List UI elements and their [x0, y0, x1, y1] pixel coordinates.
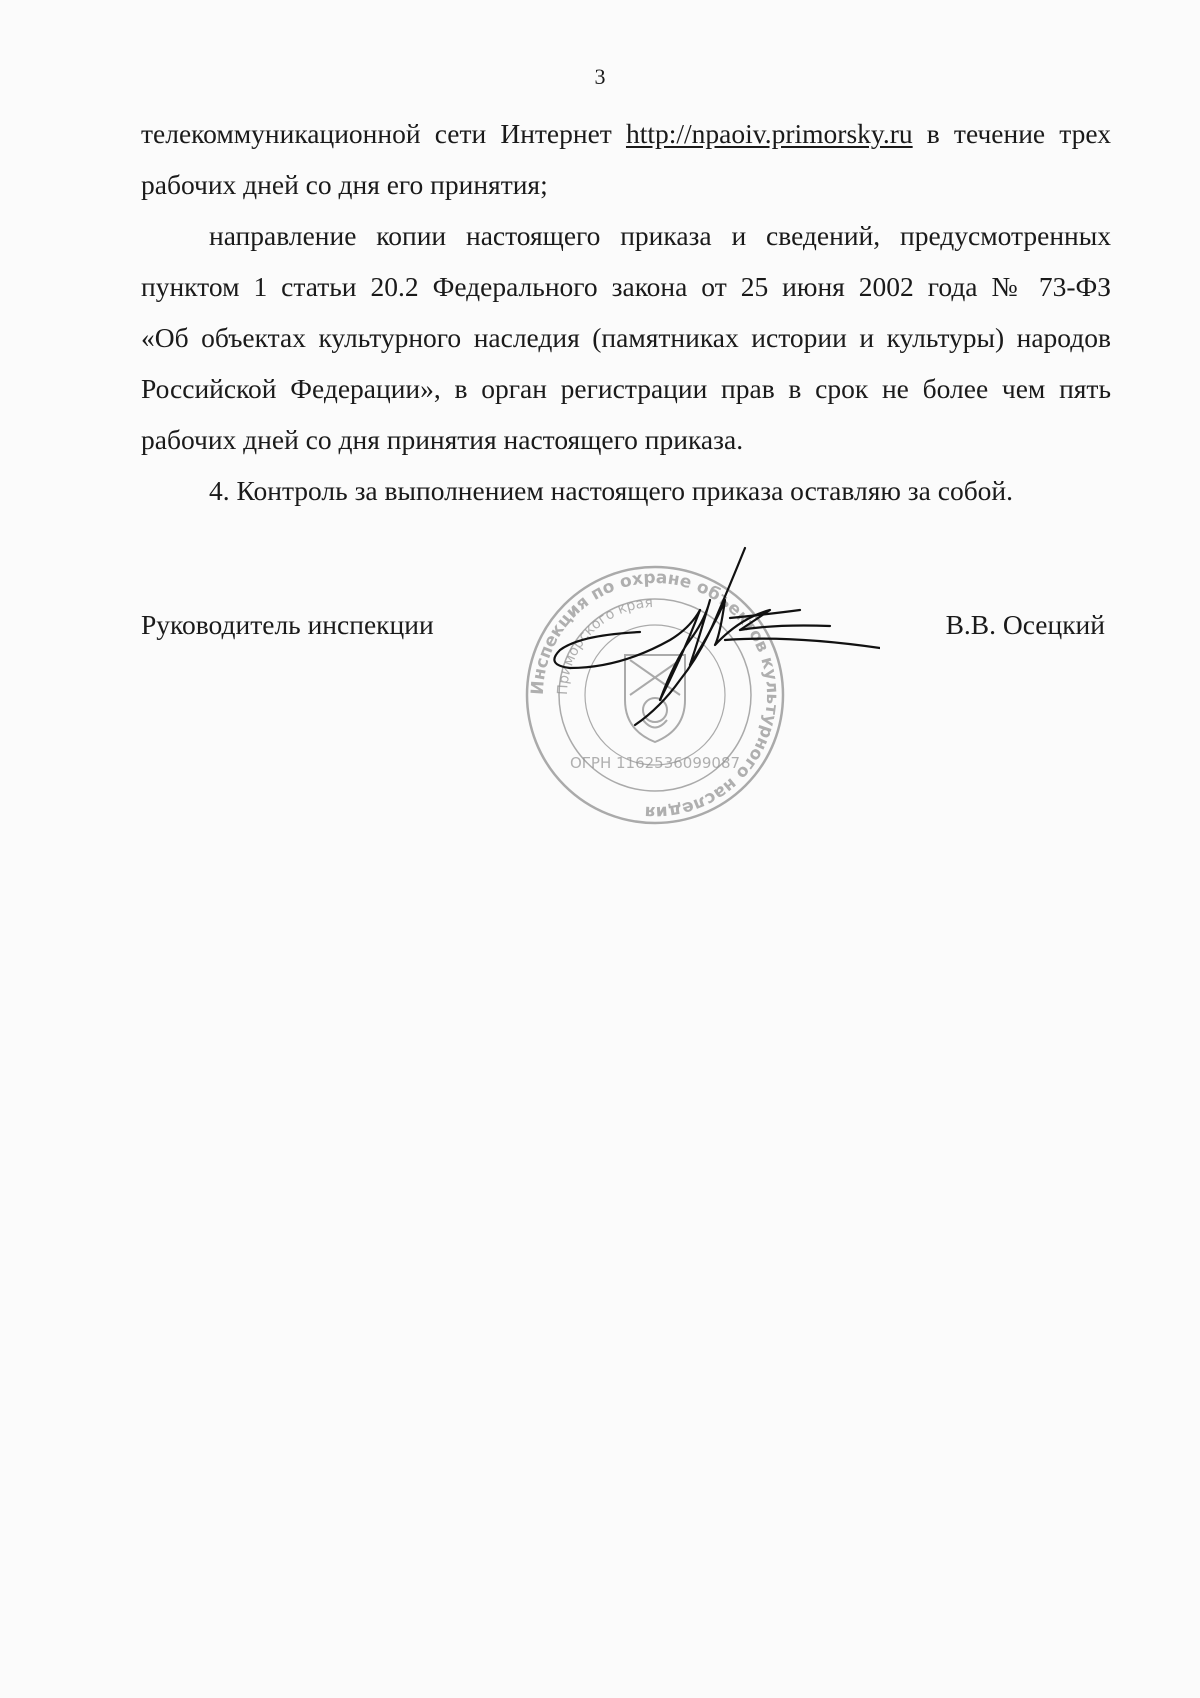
paragraph-publication	[141, 108, 1111, 210]
paragraph-line	[141, 108, 1111, 159]
paragraph-line: пунктом 1 статьи 20.2 Федерального закона от 25 июня 2002 года № 73-ФЗ	[141, 271, 1111, 302]
paragraph-registration	[141, 210, 1111, 465]
paragraph-line: направление копии настоящего приказа и сведений, предусмотренных	[209, 220, 1111, 251]
signatory-name: В.В. Осецкий	[945, 609, 1105, 640]
paragraph-line: «Об объектах культурного наследия (памятниках истории и культуры) народов	[141, 322, 1111, 353]
paragraph-line: Российской Федерации», в орган регистрации прав в срок не более чем пять	[141, 373, 1111, 404]
paragraph-line: рабочих дней со дня принятия настоящего приказа.	[141, 424, 744, 455]
signatory-title: Руководитель инспекции	[141, 609, 434, 640]
stamp-outer-text: Инспекция по охране объектов культурного наследия	[527, 567, 783, 823]
handwritten-signature	[540, 540, 880, 740]
page-number: 3	[594, 64, 606, 89]
paragraph-line: рабочих дней со дня его принятия;	[141, 169, 548, 200]
paragraph-control	[141, 465, 1111, 516]
text-segment: телекоммуникационной сети Интернет	[141, 118, 626, 149]
stamp-region-text: Приморского края	[554, 594, 654, 696]
paragraph-line: 4. Контроль за выполнением настоящего приказа оставляю за собой.	[209, 475, 1014, 506]
stamp-ogrn-text: ОГРН 1162536099087	[569, 754, 741, 772]
website-link[interactable]: http://npaoiv.primorsky.ru	[625, 118, 913, 149]
text-segment: в течение трех	[912, 118, 1111, 149]
